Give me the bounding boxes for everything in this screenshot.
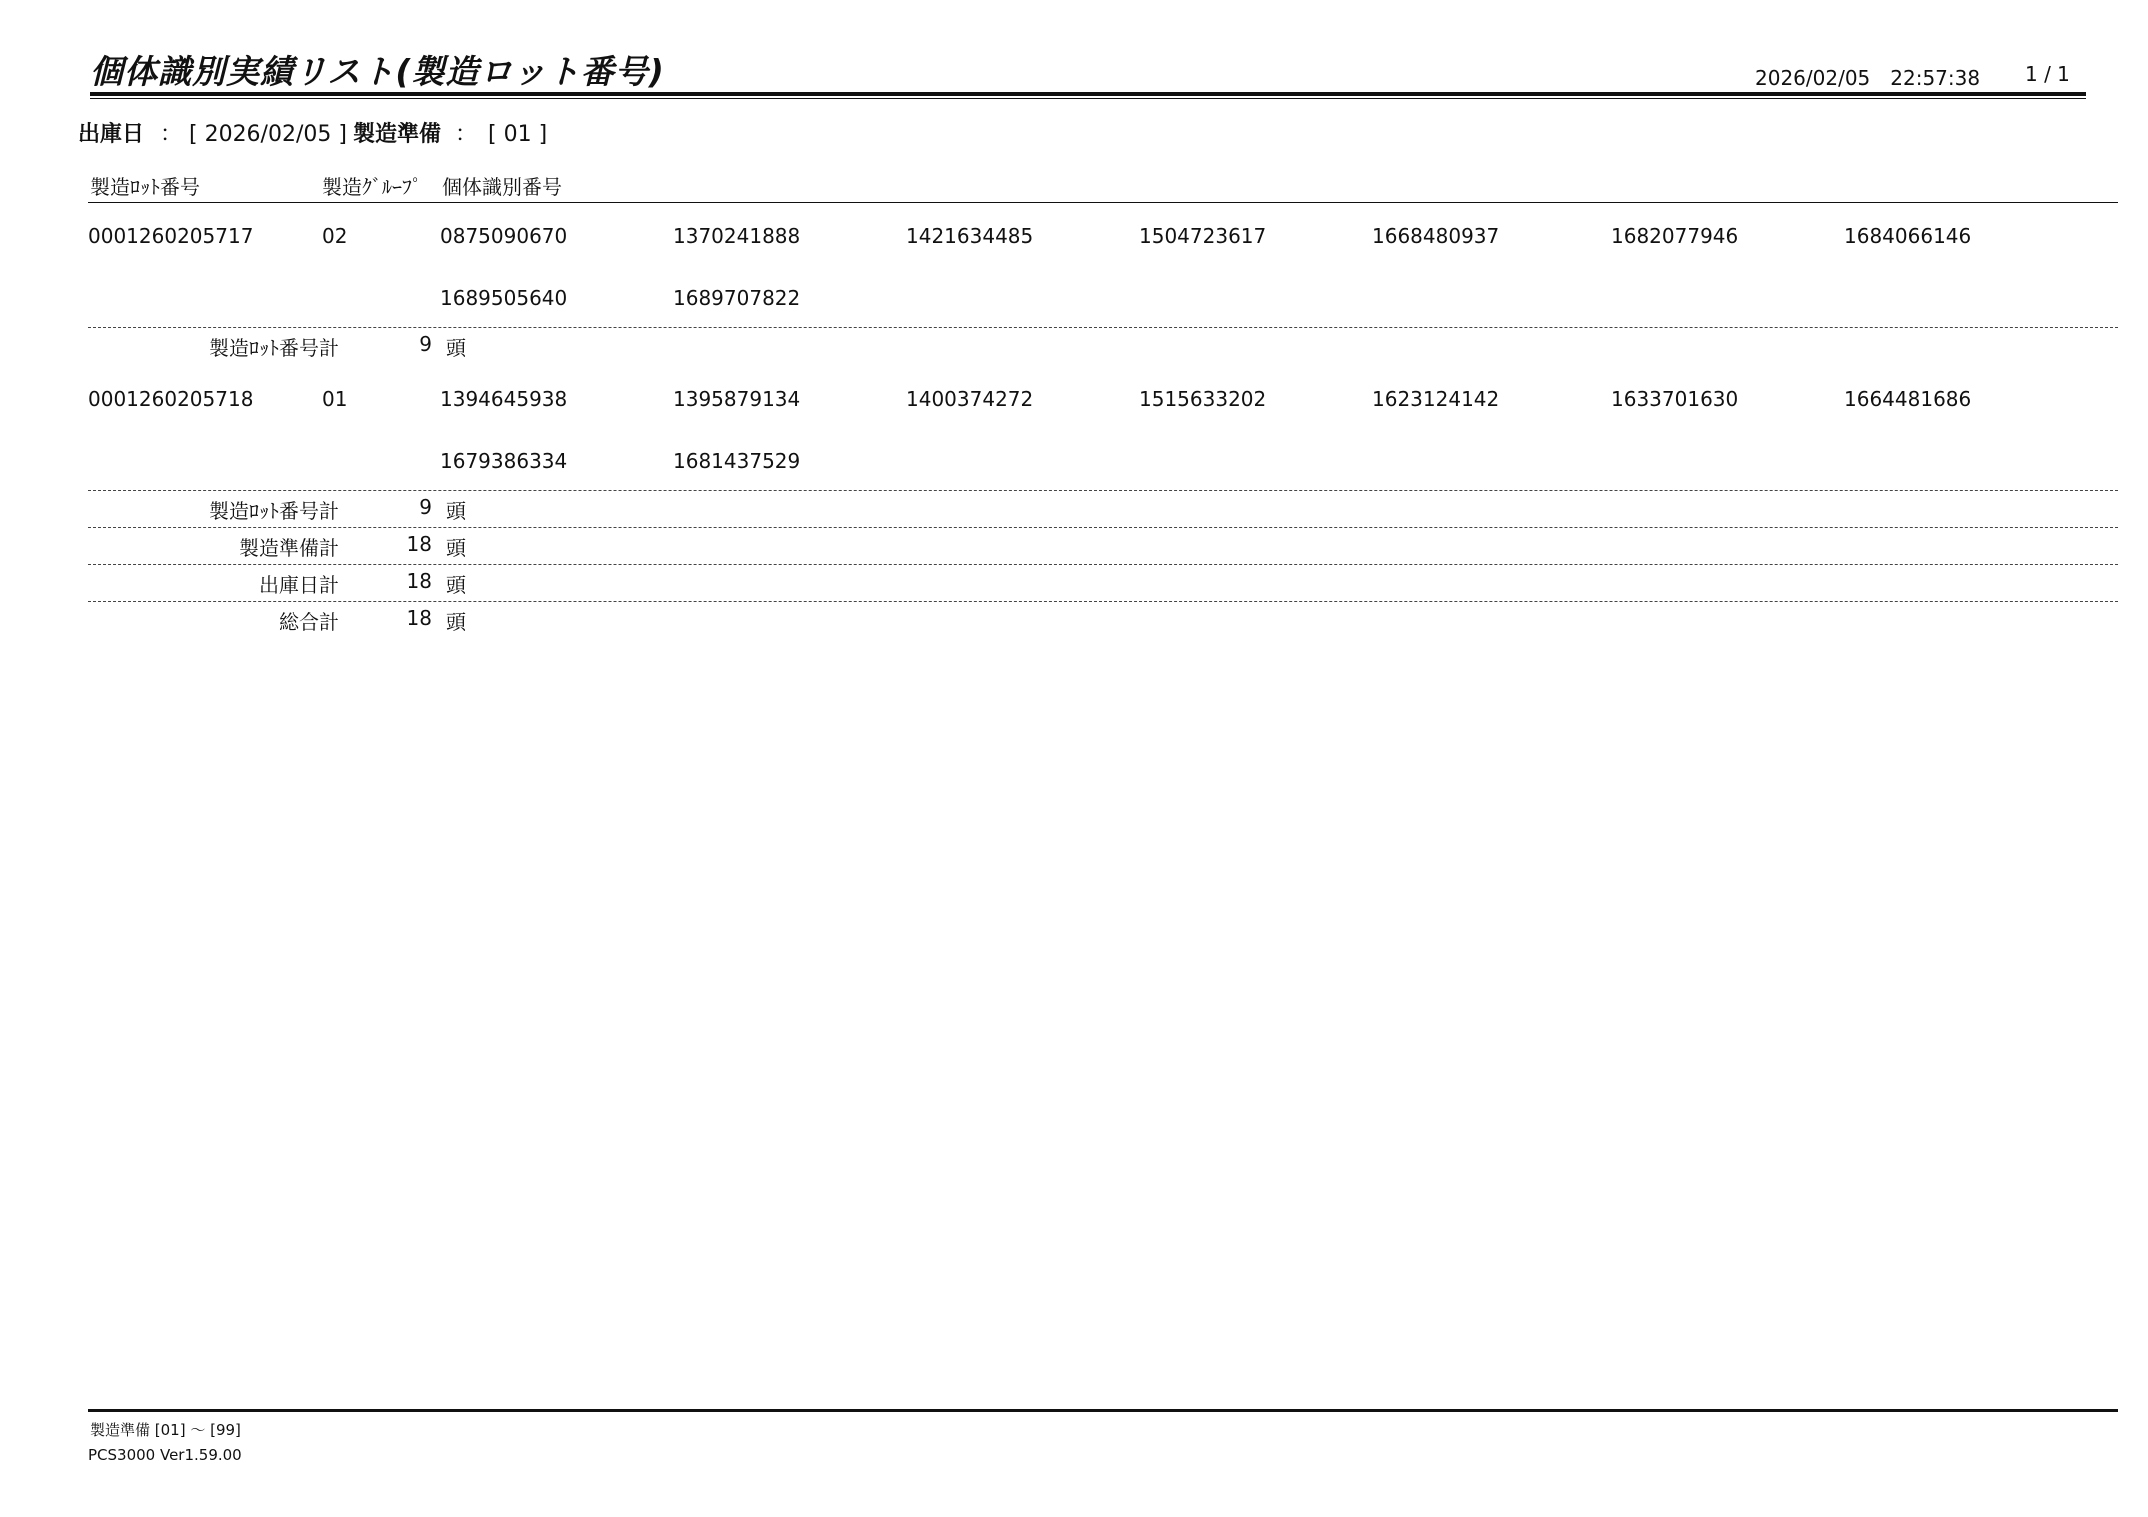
individual-id: 1682077946	[1611, 224, 1739, 248]
column-header-lot: 製造ﾛｯﾄ番号	[90, 175, 200, 199]
individual-id: 1421634485	[906, 224, 1034, 248]
prep-total-count: 18	[406, 532, 432, 556]
grand-total-unit: 頭	[446, 610, 466, 634]
individual-id: 1664481686	[1844, 387, 1972, 411]
footer-version: PCS3000 Ver1.59.00	[88, 1446, 242, 1464]
column-header-group: 製造ｸﾞﾙｰﾌﾟ	[322, 175, 422, 199]
ship-date-total-count: 18	[406, 569, 432, 593]
ship-date-total-unit: 頭	[446, 573, 466, 597]
lot-subtotal-label: 製造ﾛｯﾄ番号計	[209, 336, 339, 360]
lot-subtotal-count: 9	[419, 332, 432, 356]
lot-subtotal-count: 9	[419, 495, 432, 519]
lot-number: 0001260205718	[88, 387, 254, 411]
ship-date-total-label: 出庫日計	[259, 573, 339, 597]
individual-id: 1689707822	[673, 286, 801, 310]
ship-date-value: ： [ 2026/02/05 ]	[160, 122, 347, 147]
prep-total-label: 製造準備計	[239, 536, 339, 560]
subtotal-rule	[88, 327, 2118, 328]
lot-subtotal-label: 製造ﾛｯﾄ番号計	[209, 499, 339, 523]
total-rule	[88, 527, 2118, 528]
prep-label: 製造準備	[353, 122, 442, 147]
individual-id: 1515633202	[1139, 387, 1267, 411]
individual-id: 1395879134	[673, 387, 801, 411]
header-rule	[88, 202, 2118, 203]
total-rule	[88, 601, 2118, 602]
report-title: 個体識別実績リスト(製造ロット番号)	[90, 52, 665, 91]
ship-date-label: 出庫日	[78, 122, 145, 147]
prep-total-unit: 頭	[446, 536, 466, 560]
grand-total-label: 総合計	[279, 610, 339, 634]
individual-id: 1679386334	[440, 449, 568, 473]
column-header-ids: 個体識別番号	[442, 175, 562, 199]
individual-id: 1633701630	[1611, 387, 1739, 411]
print-datetime: 2026/02/05 22:57:38	[1755, 66, 1981, 90]
page-number: 1 / 1	[2025, 62, 2070, 86]
individual-id: 1623124142	[1372, 387, 1500, 411]
footer-rule	[88, 1409, 2118, 1412]
lot-number: 0001260205717	[88, 224, 254, 248]
total-rule	[88, 564, 2118, 565]
individual-id: 1689505640	[440, 286, 568, 310]
individual-id: 1370241888	[673, 224, 801, 248]
individual-id: 1681437529	[673, 449, 801, 473]
prep-value: ： [ 01 ]	[455, 122, 548, 147]
grand-total-count: 18	[406, 606, 432, 630]
individual-id: 1504723617	[1139, 224, 1267, 248]
individual-id: 1400374272	[906, 387, 1034, 411]
title-rule-thin	[90, 98, 2086, 99]
footer-range: 製造準備 [01] ～ [99]	[90, 1421, 241, 1439]
lot-group: 02	[322, 224, 348, 248]
title-rule	[90, 92, 2086, 96]
lot-subtotal-unit: 頭	[446, 336, 466, 360]
individual-id: 1668480937	[1372, 224, 1500, 248]
individual-id: 0875090670	[440, 224, 568, 248]
lot-subtotal-unit: 頭	[446, 499, 466, 523]
individual-id: 1684066146	[1844, 224, 1972, 248]
lot-group: 01	[322, 387, 348, 411]
subtotal-rule	[88, 490, 2118, 491]
individual-id: 1394645938	[440, 387, 568, 411]
